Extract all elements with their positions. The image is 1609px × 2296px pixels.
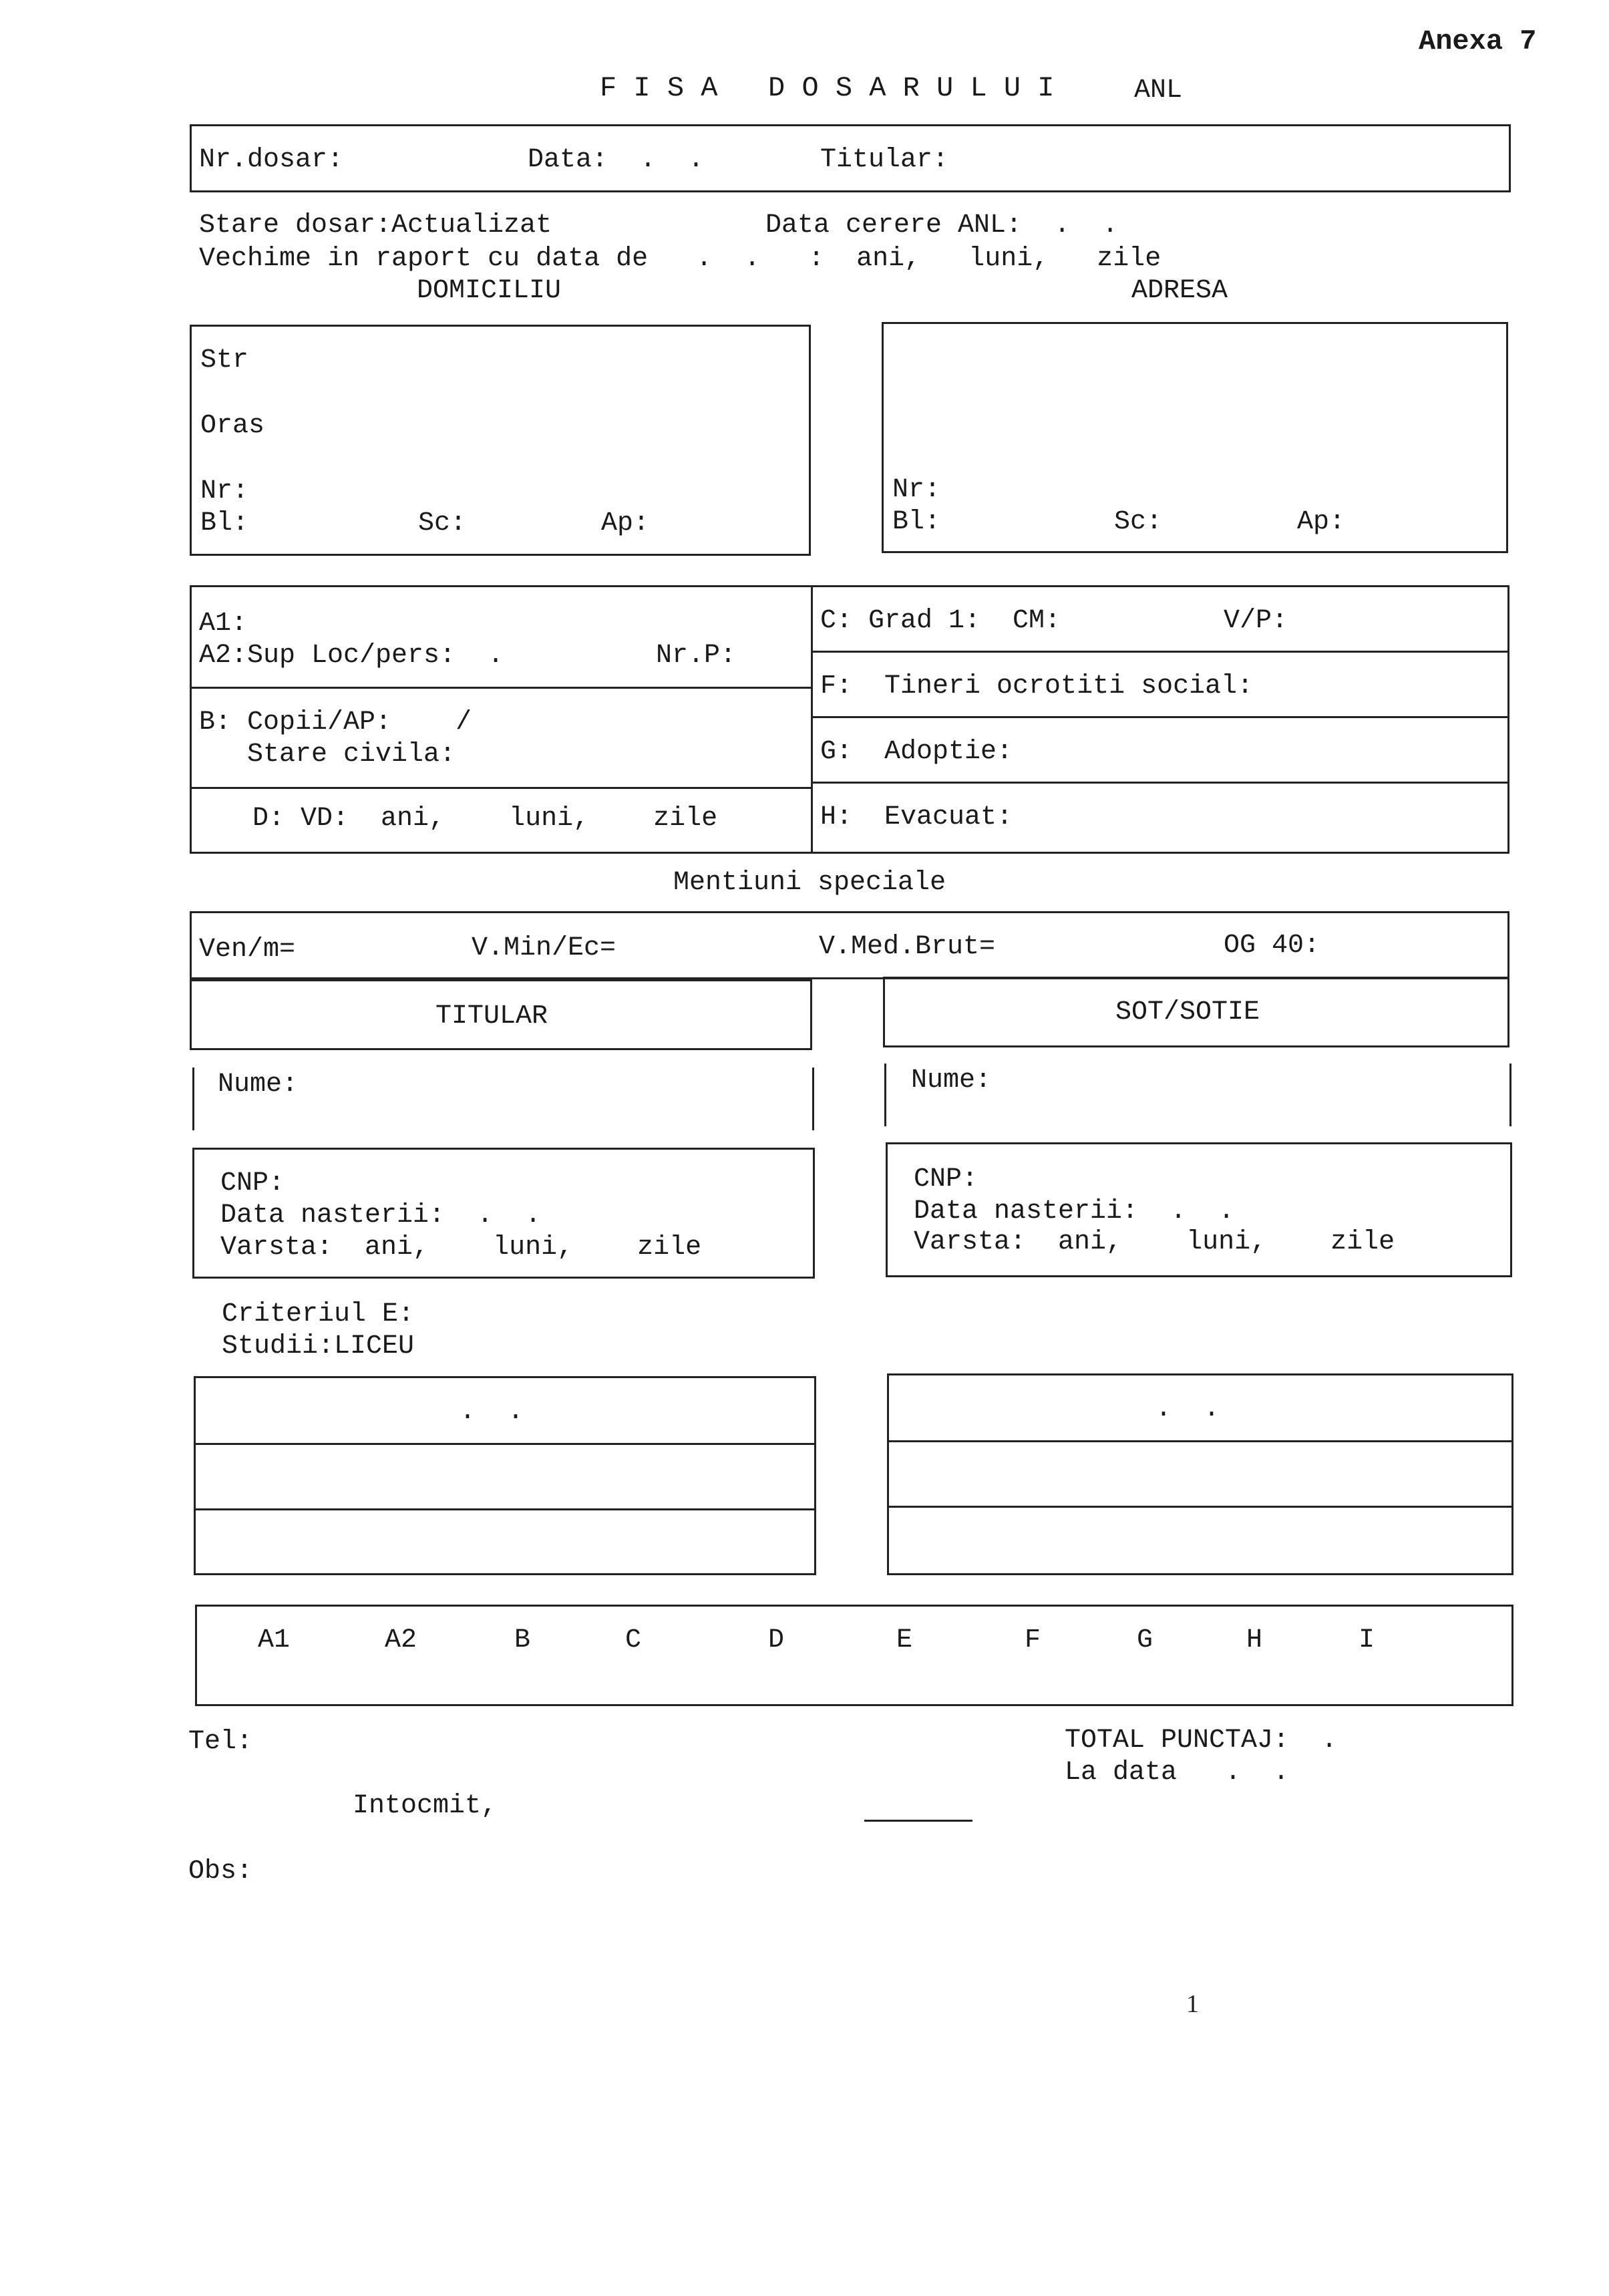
form-title: F I S A D O S A R U L U I (600, 72, 1055, 104)
score-letter: E (896, 1625, 913, 1655)
data-label: Data: . . (528, 145, 705, 175)
form-title-suffix: ANL (1134, 75, 1183, 106)
domiciliu-nr: Nr: (200, 476, 249, 506)
sot-heading: SOT/SOTIE (1115, 997, 1260, 1027)
criteria-b-stare: Stare civila: (199, 740, 456, 770)
criteria-b-copii: B: Copii/AP: / (199, 707, 472, 737)
criteria-c-grad: C: Grad 1: CM: (820, 606, 1061, 636)
adresa-box (882, 322, 1508, 553)
obs-label: Obs: (188, 1856, 253, 1887)
titular-label: Titular: (820, 145, 949, 175)
adresa-bl: Bl: (892, 507, 941, 537)
nr-dosar-label: Nr.dosar: (199, 145, 344, 175)
adresa-sc: Sc: (1114, 507, 1163, 537)
score-letter: C (625, 1625, 642, 1655)
page-number: 1 (1186, 1990, 1199, 2018)
criteria-a2: A2:Sup Loc/pers: . (199, 641, 504, 671)
titular-data-nasterii: Data nasterii: . . (220, 1200, 542, 1231)
score-letter: H (1246, 1625, 1263, 1655)
total-punctaj: TOTAL PUNCTAJ: . (1065, 1726, 1338, 1756)
score-letter: A2 (385, 1625, 417, 1655)
titular-varsta: Varsta: ani, luni, zile (220, 1233, 702, 1263)
domiciliu-box (190, 325, 811, 556)
la-data: La data . . (1065, 1758, 1290, 1788)
criteria-a1: A1: (199, 609, 248, 639)
titular-criteriul-e: Criteriul E: (222, 1299, 415, 1329)
titular-heading: TITULAR (435, 1001, 548, 1031)
income-vmin: V.Min/Ec= (472, 933, 616, 963)
score-letter: F (1025, 1625, 1041, 1655)
data-cerere-anl: Data cerere ANL: . . (765, 210, 1119, 240)
criteria-divider (811, 585, 813, 854)
titular-studii: Studii:LICEU (222, 1331, 415, 1361)
domiciliu-oras: Oras (200, 411, 265, 441)
criteria-d-vd: D: VD: ani, luni, zile (252, 804, 718, 834)
signature-line (864, 1820, 972, 1822)
vechime-line: Vechime in raport cu data de . . : ani, luni, zile (199, 244, 1161, 274)
sot-cnp: CNP: (914, 1164, 978, 1194)
sot-varsta: Varsta: ani, luni, zile (914, 1227, 1395, 1257)
criteria-f: F: Tineri ocrotiti social: (820, 671, 1254, 701)
criteria-g: G: Adoptie: (820, 737, 1013, 767)
intocmit-label: Intocmit, (353, 1791, 498, 1821)
titular-table-dots: . . (460, 1397, 524, 1427)
domiciliu-str: Str (200, 345, 249, 375)
score-letter: A1 (258, 1625, 291, 1655)
score-letter: D (768, 1625, 785, 1655)
income-og: OG 40: (1224, 931, 1320, 961)
score-letter: G (1137, 1625, 1153, 1655)
titular-nume: Nume: (218, 1070, 299, 1100)
criteria-h: H: Evacuat: (820, 802, 1013, 832)
adresa-ap: Ap: (1297, 507, 1346, 537)
tel-label: Tel: (188, 1727, 253, 1757)
domiciliu-ap: Ap: (601, 508, 650, 538)
score-letter: I (1359, 1625, 1375, 1655)
adresa-nr: Nr: (892, 475, 941, 505)
sot-data-nasterii: Data nasterii: . . (914, 1196, 1235, 1226)
sot-table-dots: . . (1155, 1394, 1220, 1424)
domiciliu-bl: Bl: (200, 508, 249, 538)
adresa-heading: ADRESA (1131, 276, 1228, 306)
income-vmed: V.Med.Brut= (819, 932, 996, 962)
annex-label: Anexa 7 (1419, 25, 1537, 57)
criteria-nrp: Nr.P: (656, 641, 737, 671)
mentiuni-heading: Mentiuni speciale (673, 868, 946, 898)
score-letter: B (514, 1625, 531, 1655)
income-ven: Ven/m= (199, 935, 296, 965)
titular-cnp: CNP: (220, 1168, 285, 1198)
domiciliu-heading: DOMICILIU (417, 276, 562, 306)
domiciliu-sc: Sc: (418, 508, 467, 538)
criteria-c-vp: V/P: (1224, 606, 1288, 636)
sot-nume: Nume: (911, 1065, 992, 1096)
stare-dosar: Stare dosar:Actualizat (199, 210, 552, 240)
